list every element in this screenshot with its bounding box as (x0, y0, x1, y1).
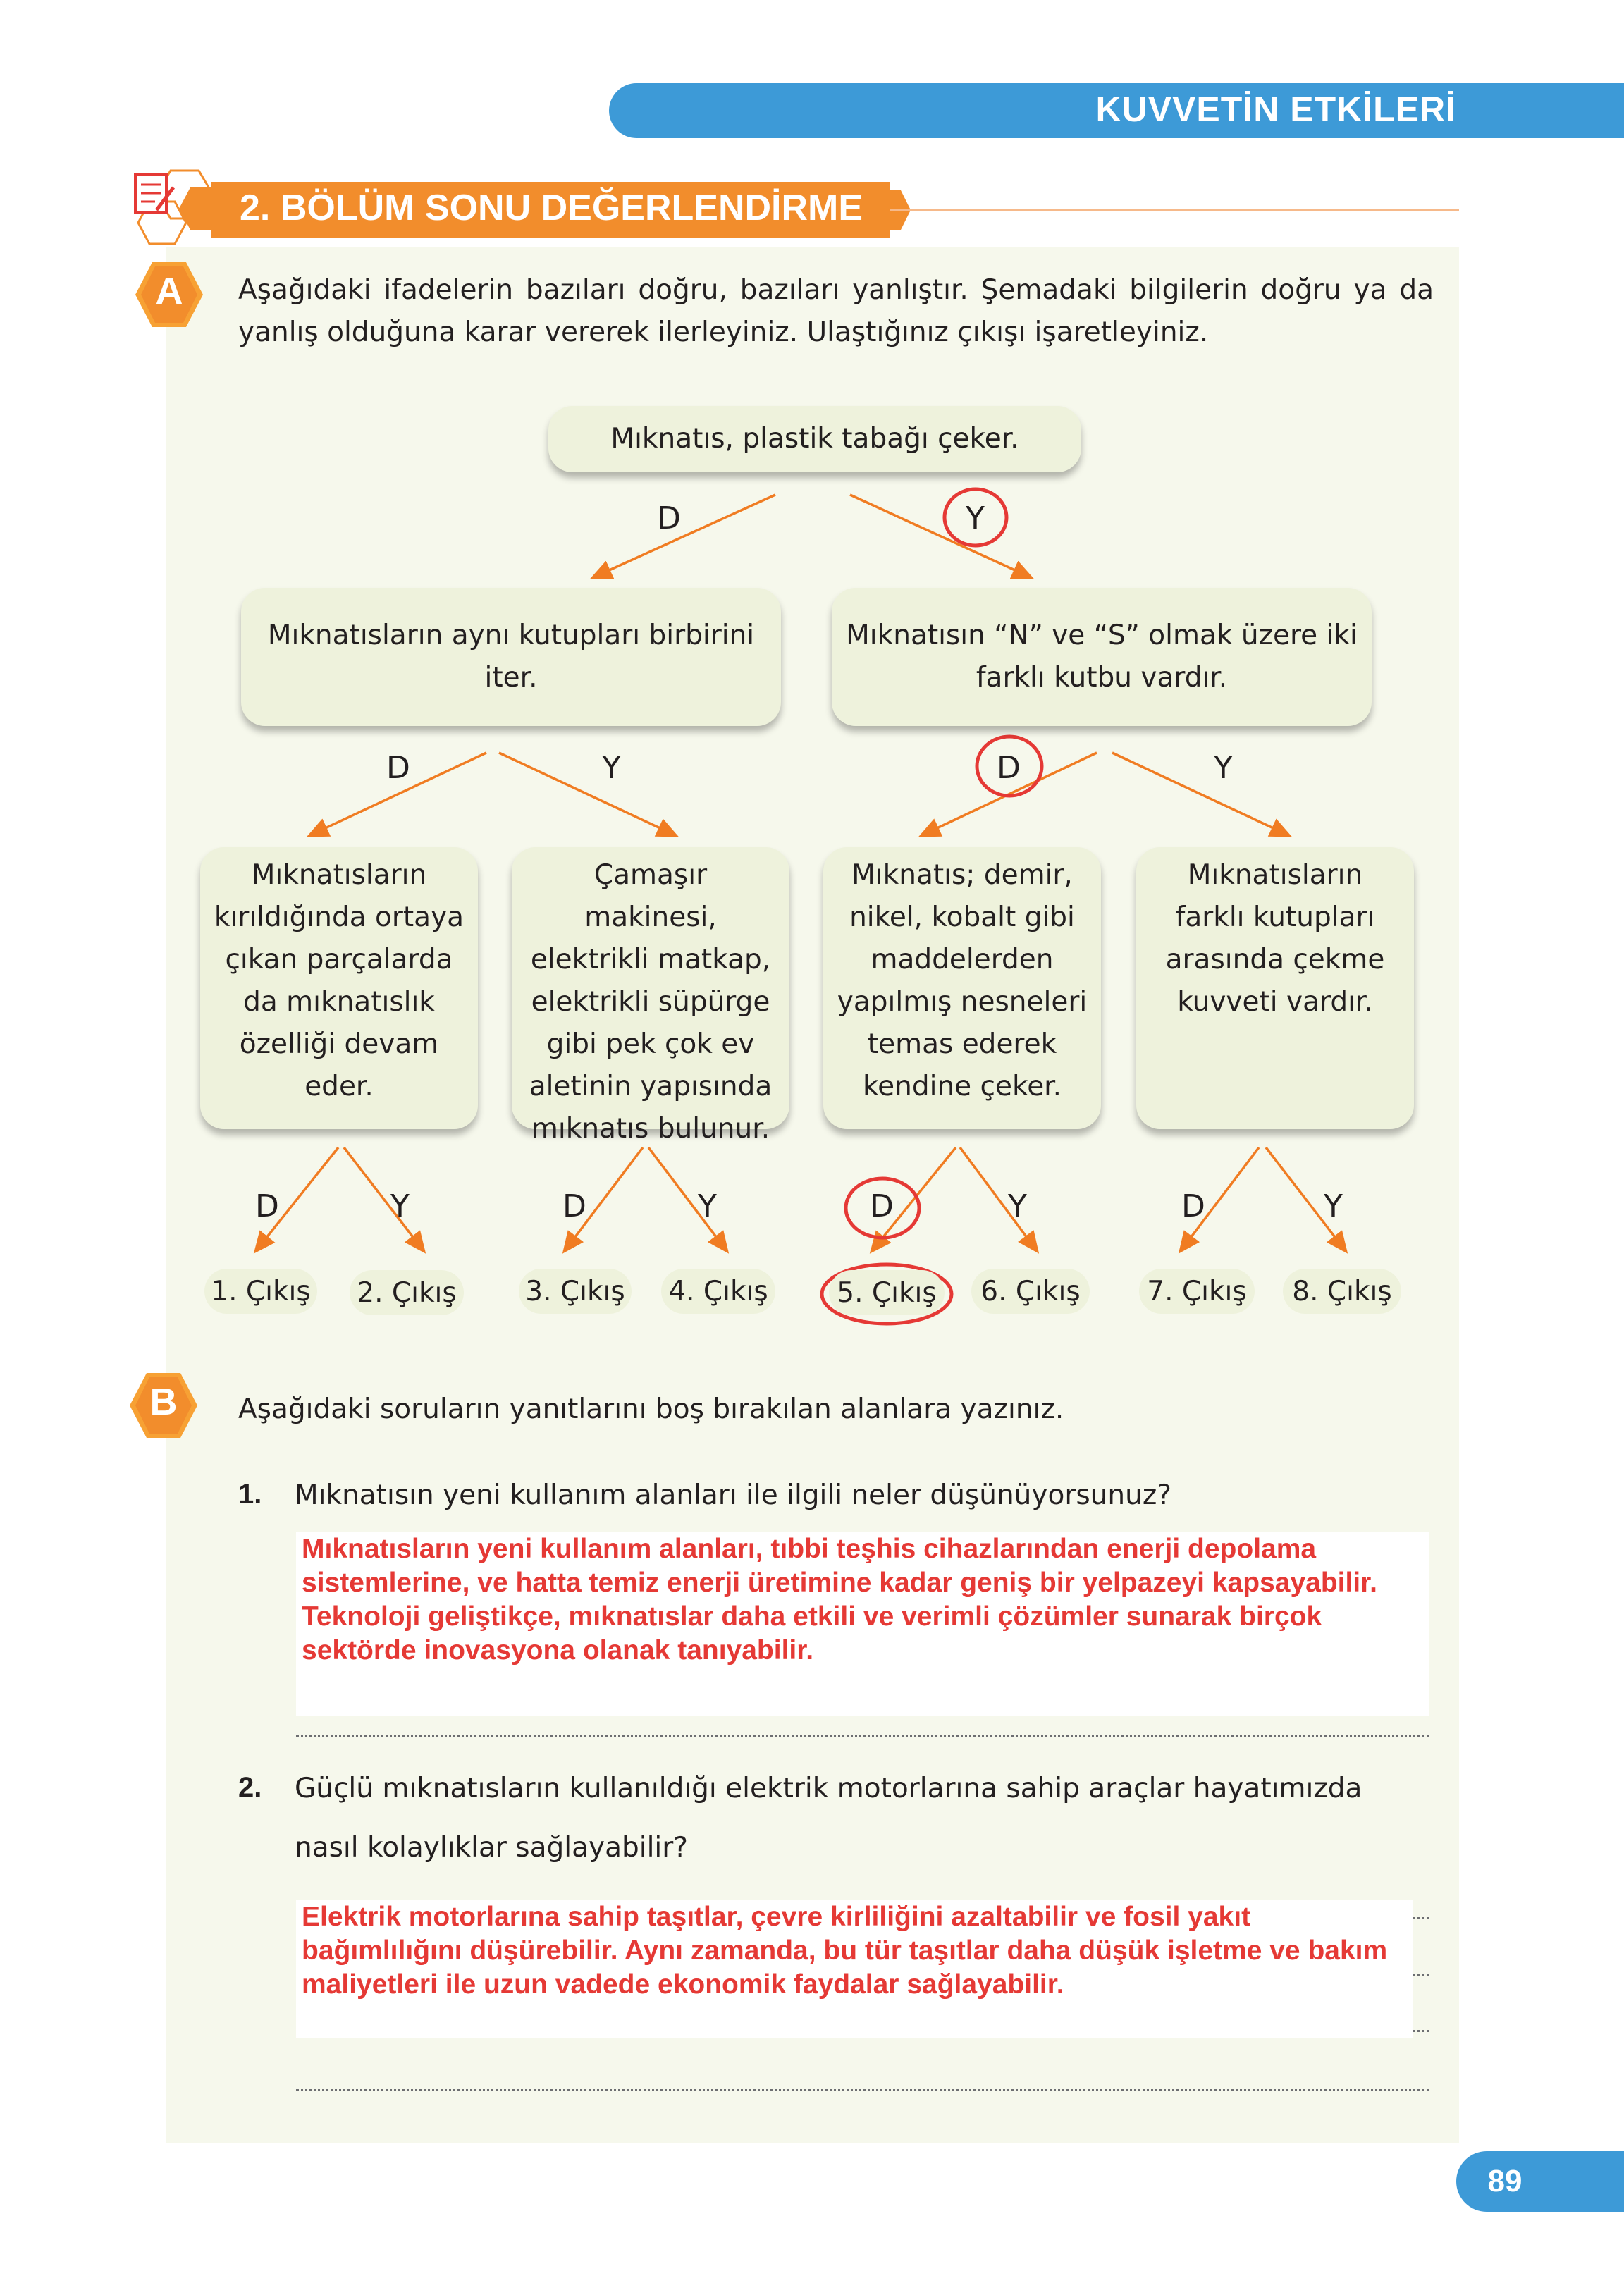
flow-box-l2-right: Mıknatısın “N” ve “S” olmak üzere iki farklı kutbu vardır. (832, 588, 1372, 726)
flow-label-y: Y (698, 1188, 717, 1224)
question-1-answer[interactable]: Mıknatısların yeni kullanım alanları, tıbbi teşhis cihazlarından enerji depolama sistemlerine, ve hatta temiz enerji üretimine kadar geniş bir yelpazeyi kapsayabilir. Teknoloji geliştikçe, mıknatıslar daha etkili ve verimli çözümler sunarak birçok sektörde inovasyona olanak tanıyabilir. (296, 1532, 1429, 1716)
question-2-text: Güçlü mıknatısların kullanıldığı elektrik motorlarına sahip araçlar hayatımızda nasıl kolaylıklar sağlayabilir? (295, 1773, 1362, 1864)
arrow-root-d (592, 495, 775, 578)
flow-box-l2-left: Mıknatısların aynı kutupları birbirini iter. (241, 588, 781, 726)
exit-4[interactable]: 4. Çıkış (661, 1269, 775, 1314)
page-number-tab (1456, 2151, 1624, 2212)
arrow-l2a-y (499, 753, 677, 836)
part-b-badge: B (128, 1370, 199, 1441)
exit-8[interactable]: 8. Çıkış (1283, 1269, 1401, 1314)
question-2-number: 2. (238, 1772, 262, 1803)
flow-label-y: Y (1324, 1188, 1343, 1224)
answer-line (296, 1735, 1429, 1737)
flow-label-d: D (997, 750, 1021, 786)
answer-line (296, 2089, 1429, 2091)
exit-5-selected[interactable]: 5. Çıkış (829, 1270, 945, 1315)
exit-1[interactable]: 1. Çıkış (204, 1269, 317, 1314)
flow-box-l3-1: Mıknatısların kırıldığında ortaya çıkan parçalarda da mıknatıslık özelliği devam eder. (200, 847, 478, 1129)
exit-6[interactable]: 6. Çıkış (971, 1269, 1090, 1314)
arrow-l3a-y (344, 1147, 424, 1252)
flow-root-box: Mıknatıs, plastik tabağı çeker. (548, 406, 1081, 472)
flow-label-d: D (255, 1188, 279, 1224)
question-1-number: 1. (238, 1479, 262, 1510)
page-number: 89 (1487, 2164, 1522, 2198)
exit-7[interactable]: 7. Çıkış (1139, 1269, 1255, 1314)
flow-label-y: Y (1214, 750, 1233, 786)
flow-label-y: Y (602, 750, 621, 786)
flow-box-l3-4: Mıknatısların farklı kutupları arasında çekme kuvveti vardır. (1136, 847, 1414, 1129)
flow-box-l3-2: Çamaşır makinesi, elektrikli matkap, elektrikli süpürge gibi pek çok ev aletinin yapısında mıknatıs bulunur. (512, 847, 789, 1129)
flow-label-d: D (1181, 1188, 1205, 1224)
flow-box-l3-3: Mıknatıs; demir, nikel, kobalt gibi maddelerden yapılmış nesneleri temas ederek kendine çeker. (823, 847, 1101, 1129)
chapter-title: KUVVETİN ETKİLERİ (1095, 90, 1456, 129)
flow-label-y: Y (390, 1188, 410, 1224)
part-a-instruction: Aşağıdaki ifadelerin bazıları doğru, bazıları yanlıştır. Şemadaki bilgilerin doğru ya da yanlış olduğuna karar vererek ilerleyiniz. Ulaştığınız çıkışı işaretleyiniz. (238, 274, 1434, 348)
flow-label-y: Y (1008, 1188, 1027, 1224)
question-1-text: Mıknatısın yeni kullanım alanları ile ilgili neler düşünüyorsunuz? (295, 1479, 1172, 1511)
flow-label-y: Y (966, 500, 985, 536)
part-b-instruction: Aşağıdaki soruların yanıtlarını boş bırakılan alanlara yazınız. (238, 1393, 1064, 1425)
arrow-l2b-y (1112, 753, 1290, 836)
exit-3[interactable]: 3. Çıkış (519, 1269, 632, 1314)
flow-label-d: D (562, 1188, 586, 1224)
question-2-answer[interactable]: Elektrik motorlarına sahip taşıtlar, çevre kirliliğini azaltabilir ve fosil yakıt bağımlılığını düşürebilir. Aynı zamanda, bu tür taşıtlar daha düşük işletme ve bakım maliyetleri ile uzun vadede ekonomik faydalar sağlayabilir. (296, 1900, 1413, 2038)
exit-2[interactable]: 2. Çıkış (350, 1270, 464, 1315)
section-title: 2. BÖLÜM SONU DEĞERLENDİRME (240, 187, 863, 228)
flow-label-d: D (657, 500, 681, 536)
flow-label-d: D (386, 750, 410, 786)
part-a-badge: A (134, 259, 204, 330)
flow-label-d: D (870, 1188, 894, 1224)
